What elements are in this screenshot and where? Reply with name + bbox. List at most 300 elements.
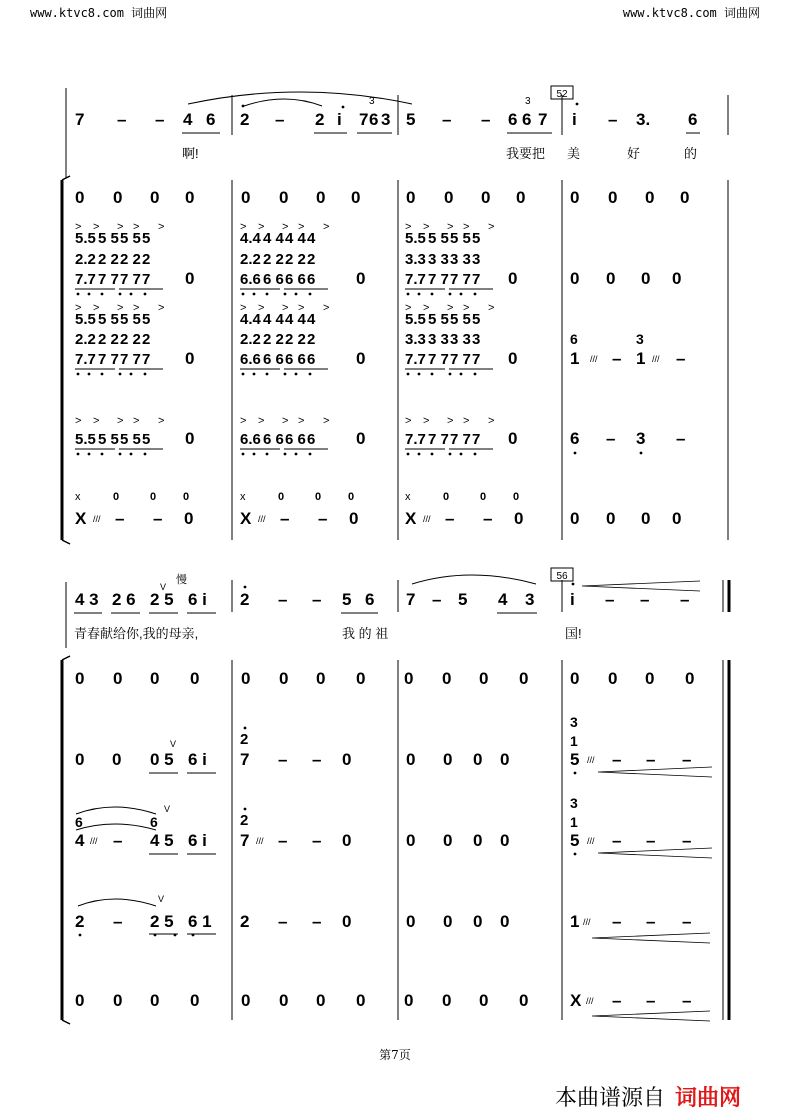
site-header-right: www.ktvc8.com 词曲网	[622, 6, 760, 20]
rest: 0	[508, 349, 518, 368]
octave-dot	[572, 583, 575, 586]
tremolo-mark: ///	[590, 354, 598, 364]
octave-dot	[242, 105, 245, 108]
accent-mark: >	[158, 415, 165, 427]
note: 6 1	[188, 912, 212, 931]
rest: 0	[75, 669, 85, 688]
rest: 0	[356, 991, 366, 1010]
note: –	[682, 750, 692, 769]
note: 1	[570, 814, 578, 830]
rest: 0	[680, 188, 690, 207]
octave-dot	[130, 373, 133, 376]
note: –	[682, 831, 692, 850]
octave-dot	[266, 373, 269, 376]
tremolo-mark: ///	[587, 836, 595, 846]
rest: 0	[150, 991, 160, 1010]
rest: 0	[150, 188, 160, 207]
note: –	[605, 590, 615, 609]
octave-dot	[342, 106, 345, 109]
note: –	[612, 831, 622, 850]
rest: 0	[75, 750, 85, 769]
rest: 0	[444, 188, 454, 207]
rest: 0	[349, 509, 359, 528]
accent-mark: >	[323, 221, 330, 233]
perc-note: x	[75, 491, 81, 503]
note: 2.2	[75, 331, 96, 348]
rest: 0	[185, 188, 195, 207]
accent-mark: >	[282, 221, 289, 233]
octave-dot	[418, 453, 421, 456]
note: 6 6	[285, 271, 306, 288]
note: 3 3	[428, 251, 449, 268]
lyric: 的	[684, 146, 698, 161]
note: 6.6	[240, 431, 261, 448]
note: 7.7	[405, 271, 426, 288]
octave-dot	[130, 293, 133, 296]
melody-note: 7	[538, 110, 548, 129]
rest: 0	[342, 831, 352, 850]
accent-mark: >	[258, 302, 265, 314]
octave-dot	[309, 373, 312, 376]
octave-dot	[574, 772, 577, 775]
accent-mark: >	[117, 221, 124, 233]
note: 4	[75, 831, 85, 850]
rest: 0	[479, 991, 489, 1010]
note: –	[445, 509, 455, 528]
rest: 0	[75, 188, 85, 207]
rest: 0	[185, 429, 195, 448]
source-site: 词曲网	[675, 1086, 742, 1111]
note: 6	[307, 271, 316, 288]
octave-dot	[407, 293, 410, 296]
note: –	[432, 590, 442, 609]
note: 3 3	[450, 331, 471, 348]
rest: 0	[150, 669, 160, 688]
note: 5 5	[98, 230, 119, 247]
note: 2	[75, 912, 85, 931]
octave-dot	[119, 373, 122, 376]
note: 7.7	[75, 351, 96, 368]
note: –	[278, 912, 288, 931]
rest: 0	[150, 491, 157, 503]
note: 7	[472, 271, 481, 288]
note: 3	[570, 714, 578, 730]
accent-mark: >	[488, 415, 495, 427]
melody-note: 6	[522, 110, 532, 129]
melody-note: 6	[508, 110, 518, 129]
tremolo-mark: ///	[587, 755, 595, 765]
rest: 0	[500, 831, 510, 850]
octave-dot	[144, 373, 147, 376]
note: 4 4	[285, 230, 306, 247]
note: 2	[240, 731, 249, 748]
note: 2 2	[98, 251, 119, 268]
rest: 0	[190, 669, 200, 688]
rest: 0	[516, 188, 526, 207]
note: 4.4	[240, 311, 261, 328]
rest: 0	[356, 429, 366, 448]
accent-mark: >	[423, 302, 430, 314]
melody-note: 6	[365, 590, 375, 609]
note: 7 7	[450, 351, 471, 368]
note: 5 5	[450, 311, 471, 328]
octave-dot	[266, 453, 269, 456]
octave-dot	[640, 452, 643, 455]
lyric: 国!	[565, 626, 582, 641]
rest: 0	[442, 991, 452, 1010]
note: 1	[570, 733, 578, 749]
rest: 0	[241, 669, 251, 688]
source-text: 本曲谱源自	[555, 1086, 666, 1111]
breath-mark: V	[158, 894, 165, 904]
accent-mark: >	[117, 302, 124, 314]
note: 7	[472, 351, 481, 368]
note: 7 7	[120, 351, 141, 368]
note: 7 7	[120, 271, 141, 288]
accent-mark: >	[405, 221, 412, 233]
accent-mark: >	[405, 415, 412, 427]
accent-mark: >	[93, 302, 100, 314]
note: –	[606, 429, 616, 448]
note: 2.2	[75, 251, 96, 268]
octave-dot	[88, 373, 91, 376]
octave-dot	[101, 293, 104, 296]
octave-dot	[431, 453, 434, 456]
note: –	[278, 750, 288, 769]
rest: 0	[500, 750, 510, 769]
triplet-mark: 3	[525, 96, 531, 107]
rest: 0	[519, 669, 529, 688]
note: 6	[307, 351, 316, 368]
melody-note: 3.	[636, 110, 651, 129]
rest: 0	[75, 991, 85, 1010]
octave-dot	[144, 293, 147, 296]
accent-mark: >	[240, 302, 247, 314]
melody-note: –	[608, 110, 618, 129]
octave-dot	[88, 453, 91, 456]
note: 7 7	[98, 271, 119, 288]
accent-mark: >	[75, 221, 82, 233]
note: 6 6	[263, 271, 284, 288]
octave-dot	[574, 853, 577, 856]
note: –	[646, 912, 656, 931]
note: –	[682, 912, 692, 931]
rest: 0	[570, 269, 580, 288]
note: –	[676, 429, 686, 448]
lyric: 好	[627, 146, 641, 161]
octave-dot	[576, 103, 579, 106]
note: –	[278, 590, 288, 609]
accent-mark: >	[298, 221, 305, 233]
rest: 0	[113, 188, 123, 207]
note: –	[278, 831, 288, 850]
note: 7	[142, 271, 151, 288]
rest: 0	[113, 669, 123, 688]
accent-mark: >	[240, 221, 247, 233]
note: 2 2	[98, 331, 119, 348]
note: –	[680, 590, 690, 609]
rest: 0	[479, 669, 489, 688]
tremolo-mark: ///	[423, 514, 431, 524]
note: 5 5	[120, 431, 141, 448]
lyric: 我要把	[506, 146, 546, 161]
note: 4 4	[285, 311, 306, 328]
rest: 0	[641, 509, 651, 528]
octave-dot	[418, 373, 421, 376]
perc-note: X	[570, 991, 582, 1010]
lyric: 啊!	[182, 146, 199, 161]
rest: 0	[443, 750, 453, 769]
rest: 0	[473, 912, 483, 931]
rest: 0	[508, 429, 518, 448]
note: 1	[570, 349, 580, 368]
tempo-mark: 慢	[176, 574, 187, 586]
rest: 0	[570, 188, 580, 207]
rehearsal-mark: 56	[556, 571, 568, 582]
octave-dot	[242, 373, 245, 376]
note: 2 2	[120, 331, 141, 348]
melody-note: 7	[406, 590, 416, 609]
accent-mark: >	[75, 415, 82, 427]
note: 7 7	[450, 431, 471, 448]
note: 6	[75, 814, 83, 830]
note: 2 5	[150, 912, 174, 931]
note: 4 5	[150, 831, 174, 850]
note: –	[640, 590, 650, 609]
rest: 0	[443, 491, 450, 503]
melody-note: i	[570, 590, 575, 609]
rest: 0	[443, 912, 453, 931]
octave-dot	[119, 453, 122, 456]
octave-dot	[407, 453, 410, 456]
octave-dot	[144, 453, 147, 456]
note: 2	[307, 331, 316, 348]
rest: 0	[316, 991, 326, 1010]
octave-dot	[309, 293, 312, 296]
rest: 0	[404, 669, 414, 688]
note: –	[312, 750, 322, 769]
rest: 0	[641, 269, 651, 288]
accent-mark: >	[258, 415, 265, 427]
rest: 0	[442, 669, 452, 688]
note: 5.5	[405, 230, 426, 247]
accent-mark: >	[133, 302, 140, 314]
note: 4 4	[263, 230, 284, 247]
note: 5 5	[120, 230, 141, 247]
octave-dot	[474, 373, 477, 376]
melody-note: –	[155, 110, 165, 129]
melody-note: 6 i	[188, 590, 207, 609]
melody-note: 7	[75, 110, 85, 129]
rest: 0	[241, 991, 251, 1010]
note: 7.7	[75, 271, 96, 288]
octave-dot	[295, 293, 298, 296]
rest: 0	[279, 669, 289, 688]
note: 5.5	[75, 431, 96, 448]
octave-dot	[474, 453, 477, 456]
perc-note: X	[75, 509, 87, 528]
melody-note: –	[481, 110, 491, 129]
melody-note: 4	[498, 590, 508, 609]
octave-dot	[253, 453, 256, 456]
accent-mark: >	[93, 221, 100, 233]
melody-note: i	[337, 110, 342, 129]
rest: 0	[183, 491, 190, 503]
note: 5	[142, 431, 151, 448]
note: 2 2	[263, 331, 284, 348]
note: 5 5	[98, 431, 119, 448]
slur	[188, 92, 412, 104]
site-header-left: www.ktvc8.com 词曲网	[30, 6, 168, 20]
accent-mark: >	[117, 415, 124, 427]
tremolo-mark: ///	[256, 836, 264, 846]
note: 7	[240, 750, 250, 769]
melody-note: –	[275, 110, 285, 129]
note: 5	[142, 230, 151, 247]
rest: 0	[608, 669, 618, 688]
note: 3	[636, 331, 644, 347]
melody-note: –	[442, 110, 452, 129]
note: –	[612, 750, 622, 769]
note: 6	[570, 429, 580, 448]
melody-note: 2	[315, 110, 325, 129]
bracket-hook	[62, 656, 70, 660]
accent-mark: >	[463, 221, 470, 233]
octave-dot	[253, 293, 256, 296]
melody-note: 7	[359, 110, 369, 129]
perc-note: x	[405, 491, 411, 503]
octave-dot	[101, 453, 104, 456]
accent-mark: >	[282, 415, 289, 427]
rest: 0	[606, 269, 616, 288]
rest: 0	[672, 509, 682, 528]
octave-dot	[431, 373, 434, 376]
rest: 0	[342, 750, 352, 769]
note: 6 i	[188, 750, 207, 769]
octave-dot	[449, 453, 452, 456]
melody-note: 5	[342, 590, 352, 609]
note: –	[646, 831, 656, 850]
octave-dot	[266, 293, 269, 296]
rest: 0	[514, 509, 524, 528]
accent-mark: >	[282, 302, 289, 314]
note: –	[312, 590, 322, 609]
melody-note: 5	[458, 590, 468, 609]
octave-dot	[130, 453, 133, 456]
melody-note: i	[572, 110, 577, 129]
melody-note: 4	[183, 110, 193, 129]
melody-note: 6	[688, 110, 698, 129]
note: 3	[472, 251, 481, 268]
rest: 0	[500, 912, 510, 931]
note: 6.6	[240, 271, 261, 288]
octave-dot	[101, 373, 104, 376]
accent-mark: >	[463, 302, 470, 314]
note: 5.5	[405, 311, 426, 328]
slur	[412, 575, 536, 584]
octave-dot	[474, 293, 477, 296]
rest: 0	[570, 669, 580, 688]
rest: 0	[112, 750, 122, 769]
note: –	[113, 912, 123, 931]
tremolo-mark: ///	[583, 917, 591, 927]
rest: 0	[406, 831, 416, 850]
accent-mark: >	[75, 302, 82, 314]
accent-mark: >	[158, 302, 165, 314]
note: 6	[570, 331, 578, 347]
triplet-mark: 3	[369, 96, 375, 107]
note: 5 5	[428, 230, 449, 247]
perc-note: X	[240, 509, 252, 528]
bracket-hook	[62, 540, 70, 544]
rest: 0	[685, 669, 695, 688]
rest: 0	[279, 188, 289, 207]
note: 3	[570, 795, 578, 811]
octave-dot	[407, 373, 410, 376]
note: 3	[636, 429, 646, 448]
rest: 0	[519, 991, 529, 1010]
note: –	[153, 509, 163, 528]
note: 3.3	[405, 331, 426, 348]
note: 6	[307, 431, 316, 448]
note: –	[280, 509, 290, 528]
octave-dot	[244, 586, 247, 589]
rest: 0	[356, 269, 366, 288]
accent-mark: >	[133, 221, 140, 233]
rest: 0	[443, 831, 453, 850]
rest: 0	[473, 831, 483, 850]
note: 6 6	[263, 431, 284, 448]
slur	[78, 899, 156, 906]
accent-mark: >	[323, 415, 330, 427]
rest: 0	[672, 269, 682, 288]
breath-mark: V	[164, 804, 171, 814]
note: 0 5	[150, 750, 174, 769]
melody-note: 5	[406, 110, 416, 129]
note: 5	[570, 831, 580, 850]
rest: 0	[513, 491, 520, 503]
note: 2 2	[285, 331, 306, 348]
octave-dot	[284, 373, 287, 376]
accent-mark: >	[423, 221, 430, 233]
note: 2 2	[285, 251, 306, 268]
octave-dot	[244, 808, 247, 811]
note: 4	[307, 311, 316, 328]
note: 5 5	[98, 311, 119, 328]
note: 3	[472, 331, 481, 348]
rest: 0	[315, 491, 322, 503]
rest: 0	[406, 912, 416, 931]
note: 2 2	[263, 251, 284, 268]
octave-dot	[284, 293, 287, 296]
note: –	[483, 509, 493, 528]
melody-note: 6	[206, 110, 216, 129]
octave-dot	[460, 373, 463, 376]
note: 2	[240, 912, 250, 931]
accent-mark: >	[240, 415, 247, 427]
hairpin	[592, 933, 710, 943]
note: 4 4	[263, 311, 284, 328]
note: 7	[472, 431, 481, 448]
melody-note: –	[117, 110, 127, 129]
note: 5.5	[75, 230, 96, 247]
melody-note: 3	[381, 110, 391, 129]
octave-dot	[460, 293, 463, 296]
melody-note: 6	[369, 110, 379, 129]
page-number: 第7页	[379, 1048, 411, 1062]
note: 4	[307, 230, 316, 247]
hairpin	[592, 1011, 710, 1021]
